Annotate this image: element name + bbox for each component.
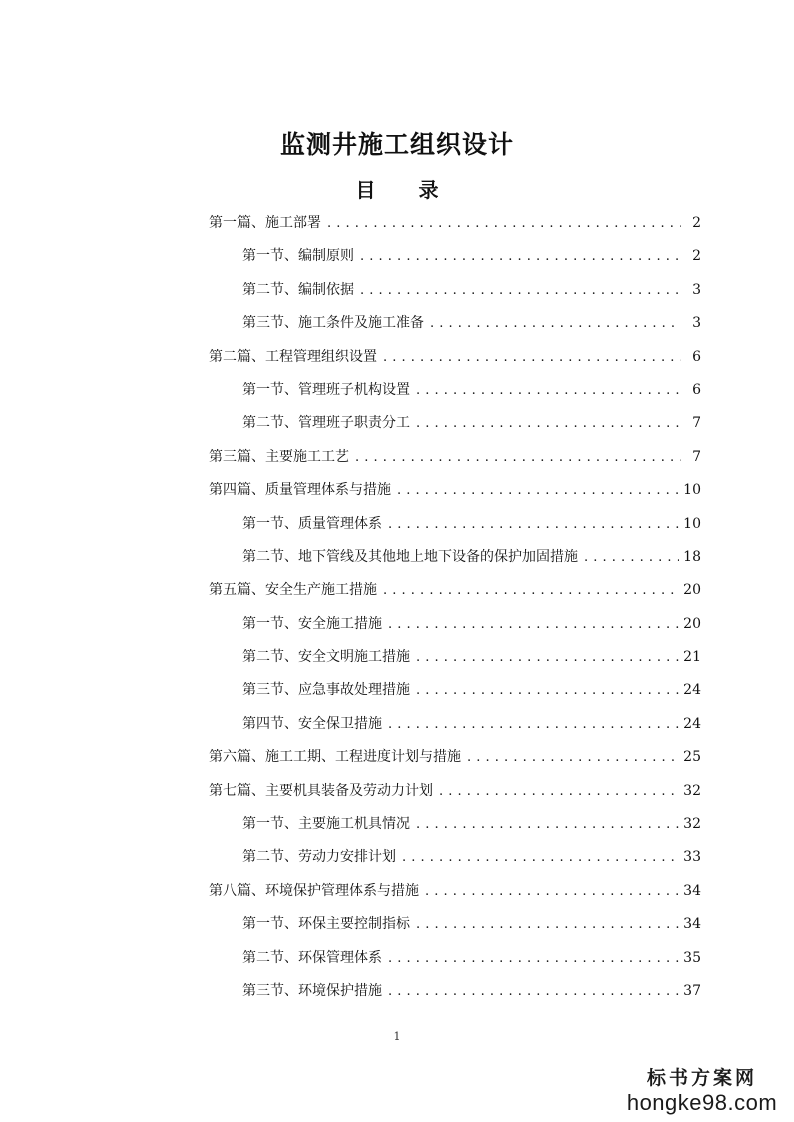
toc-entry-page: 24 xyxy=(683,682,701,699)
toc-entry-page: 18 xyxy=(683,548,701,565)
toc-leader-dots xyxy=(416,374,681,407)
watermark-site-name: 标书方案网 xyxy=(646,1067,757,1089)
toc-entry[interactable] xyxy=(209,875,701,908)
toc-entry[interactable] xyxy=(209,908,701,941)
page-number: 1 xyxy=(393,1030,401,1043)
toc-leader-dots xyxy=(425,875,679,908)
toc-entry-label: 第二节、管理班子职责分工 xyxy=(242,415,410,432)
toc-entry[interactable] xyxy=(209,474,701,507)
toc-leader-dots xyxy=(439,775,679,808)
toc-entry-page: 10 xyxy=(683,515,701,532)
toc-entry-page: 7 xyxy=(692,448,701,465)
site-watermark xyxy=(622,1066,782,1116)
toc-entry[interactable] xyxy=(209,942,701,975)
toc-entry-label: 第八篇、环境保护管理体系与措施 xyxy=(209,882,419,899)
toc-entry-label: 第六篇、施工工期、工程进度计划与措施 xyxy=(209,749,461,766)
toc-entry-page: 20 xyxy=(683,615,701,632)
toc-entry-label: 第四篇、质量管理体系与措施 xyxy=(209,482,391,499)
toc-entry-page: 25 xyxy=(683,749,701,766)
toc-entry-label: 第三节、应急事故处理措施 xyxy=(242,682,410,699)
toc-entry-page: 35 xyxy=(683,949,701,966)
toc-entry-label: 第三节、施工条件及施工准备 xyxy=(242,315,424,332)
toc-leader-dots xyxy=(416,407,681,440)
toc-entry[interactable] xyxy=(209,975,701,1008)
toc-entry[interactable] xyxy=(209,541,701,574)
toc-entry-page: 20 xyxy=(683,582,701,599)
toc-entry-page: 24 xyxy=(683,715,701,732)
toc-entry[interactable] xyxy=(209,307,701,340)
toc-entry-page: 7 xyxy=(692,415,701,432)
toc-leader-dots xyxy=(388,942,679,975)
toc-entry-label: 第二篇、工程管理组织设置 xyxy=(209,348,377,365)
toc-entry-label: 第一节、管理班子机构设置 xyxy=(242,381,410,398)
toc-entry-page: 3 xyxy=(692,315,701,332)
toc-entry-label: 第二节、地下管线及其他地上地下设备的保护加固措施 xyxy=(242,548,578,565)
toc-entry[interactable] xyxy=(209,341,701,374)
toc-entry-page: 6 xyxy=(692,381,701,398)
toc-entry-page: 2 xyxy=(692,215,701,231)
toc-entry-page: 2 xyxy=(692,248,701,265)
toc-leader-dots xyxy=(388,508,679,541)
toc-leader-dots xyxy=(416,674,679,707)
toc-leader-dots xyxy=(360,274,681,307)
toc-entry-label: 第一节、质量管理体系 xyxy=(242,515,382,532)
toc-entry-label: 第一节、编制原则 xyxy=(242,248,354,265)
toc-entry[interactable] xyxy=(209,240,701,273)
toc-entry-label: 第七篇、主要机具装备及劳动力计划 xyxy=(209,782,433,799)
toc-entry[interactable] xyxy=(209,741,701,774)
toc-entry-page: 37 xyxy=(683,982,701,999)
toc-entry[interactable] xyxy=(209,407,701,440)
toc-entry[interactable] xyxy=(209,441,701,474)
toc-entry-page: 34 xyxy=(683,916,701,933)
toc-entry-page: 10 xyxy=(683,482,701,499)
toc-entry-label: 第三篇、主要施工工艺 xyxy=(209,448,349,465)
toc-leader-dots xyxy=(388,708,679,741)
toc-entry[interactable] xyxy=(209,808,701,841)
toc-leader-dots xyxy=(388,975,679,1008)
table-of-contents xyxy=(209,207,701,1008)
toc-leader-dots xyxy=(416,808,679,841)
toc-heading: 目 录 xyxy=(355,178,457,202)
toc-entry-page: 32 xyxy=(683,816,701,833)
toc-entry[interactable] xyxy=(209,841,701,874)
toc-entry[interactable] xyxy=(209,674,701,707)
toc-leader-dots xyxy=(416,908,679,941)
toc-leader-dots xyxy=(397,474,679,507)
toc-entry[interactable] xyxy=(209,608,701,641)
toc-leader-dots xyxy=(402,841,679,874)
toc-leader-dots xyxy=(416,641,679,674)
toc-entry-label: 第二节、安全文明施工措施 xyxy=(242,649,410,666)
toc-entry-label: 第二节、环保管理体系 xyxy=(242,949,382,966)
toc-entry[interactable] xyxy=(209,775,701,808)
page-title: 监测井施工组织设计 xyxy=(279,129,514,159)
toc-entry-label: 第二节、编制依据 xyxy=(242,281,354,298)
toc-entry[interactable] xyxy=(209,374,701,407)
toc-entry-label: 第一节、安全施工措施 xyxy=(242,615,382,632)
toc-leader-dots xyxy=(584,541,679,574)
toc-leader-dots xyxy=(383,574,679,607)
toc-entry-label: 第一节、环保主要控制指标 xyxy=(242,916,410,933)
watermark-site-url: hongke98.com xyxy=(626,1090,778,1115)
toc-leader-dots xyxy=(383,341,681,374)
toc-entry[interactable] xyxy=(209,274,701,307)
toc-entry-page: 32 xyxy=(683,782,701,799)
toc-leader-dots xyxy=(467,741,679,774)
toc-entry-page: 33 xyxy=(683,849,701,866)
toc-entry-page: 34 xyxy=(683,882,701,899)
toc-leader-dots xyxy=(355,441,681,474)
toc-leader-dots xyxy=(327,207,681,240)
toc-entry[interactable] xyxy=(209,641,701,674)
toc-entry[interactable] xyxy=(209,708,701,741)
toc-entry-label: 第一篇、施工部署 xyxy=(209,215,321,231)
toc-entry-label: 第三节、环境保护措施 xyxy=(242,982,382,999)
toc-entry-label: 第五篇、安全生产施工措施 xyxy=(209,582,377,599)
toc-leader-dots xyxy=(388,608,679,641)
toc-entry-page: 21 xyxy=(683,649,701,666)
toc-entry-page: 6 xyxy=(692,348,701,365)
toc-entry-label: 第二节、劳动力安排计划 xyxy=(242,849,396,866)
toc-entry[interactable] xyxy=(209,207,701,240)
toc-leader-dots xyxy=(360,240,681,273)
toc-entry-page: 3 xyxy=(692,281,701,298)
toc-entry[interactable] xyxy=(209,508,701,541)
toc-leader-dots xyxy=(430,307,681,340)
toc-entry-label: 第四节、安全保卫措施 xyxy=(242,715,382,732)
toc-entry[interactable] xyxy=(209,574,701,607)
toc-entry-label: 第一节、主要施工机具情况 xyxy=(242,816,410,833)
